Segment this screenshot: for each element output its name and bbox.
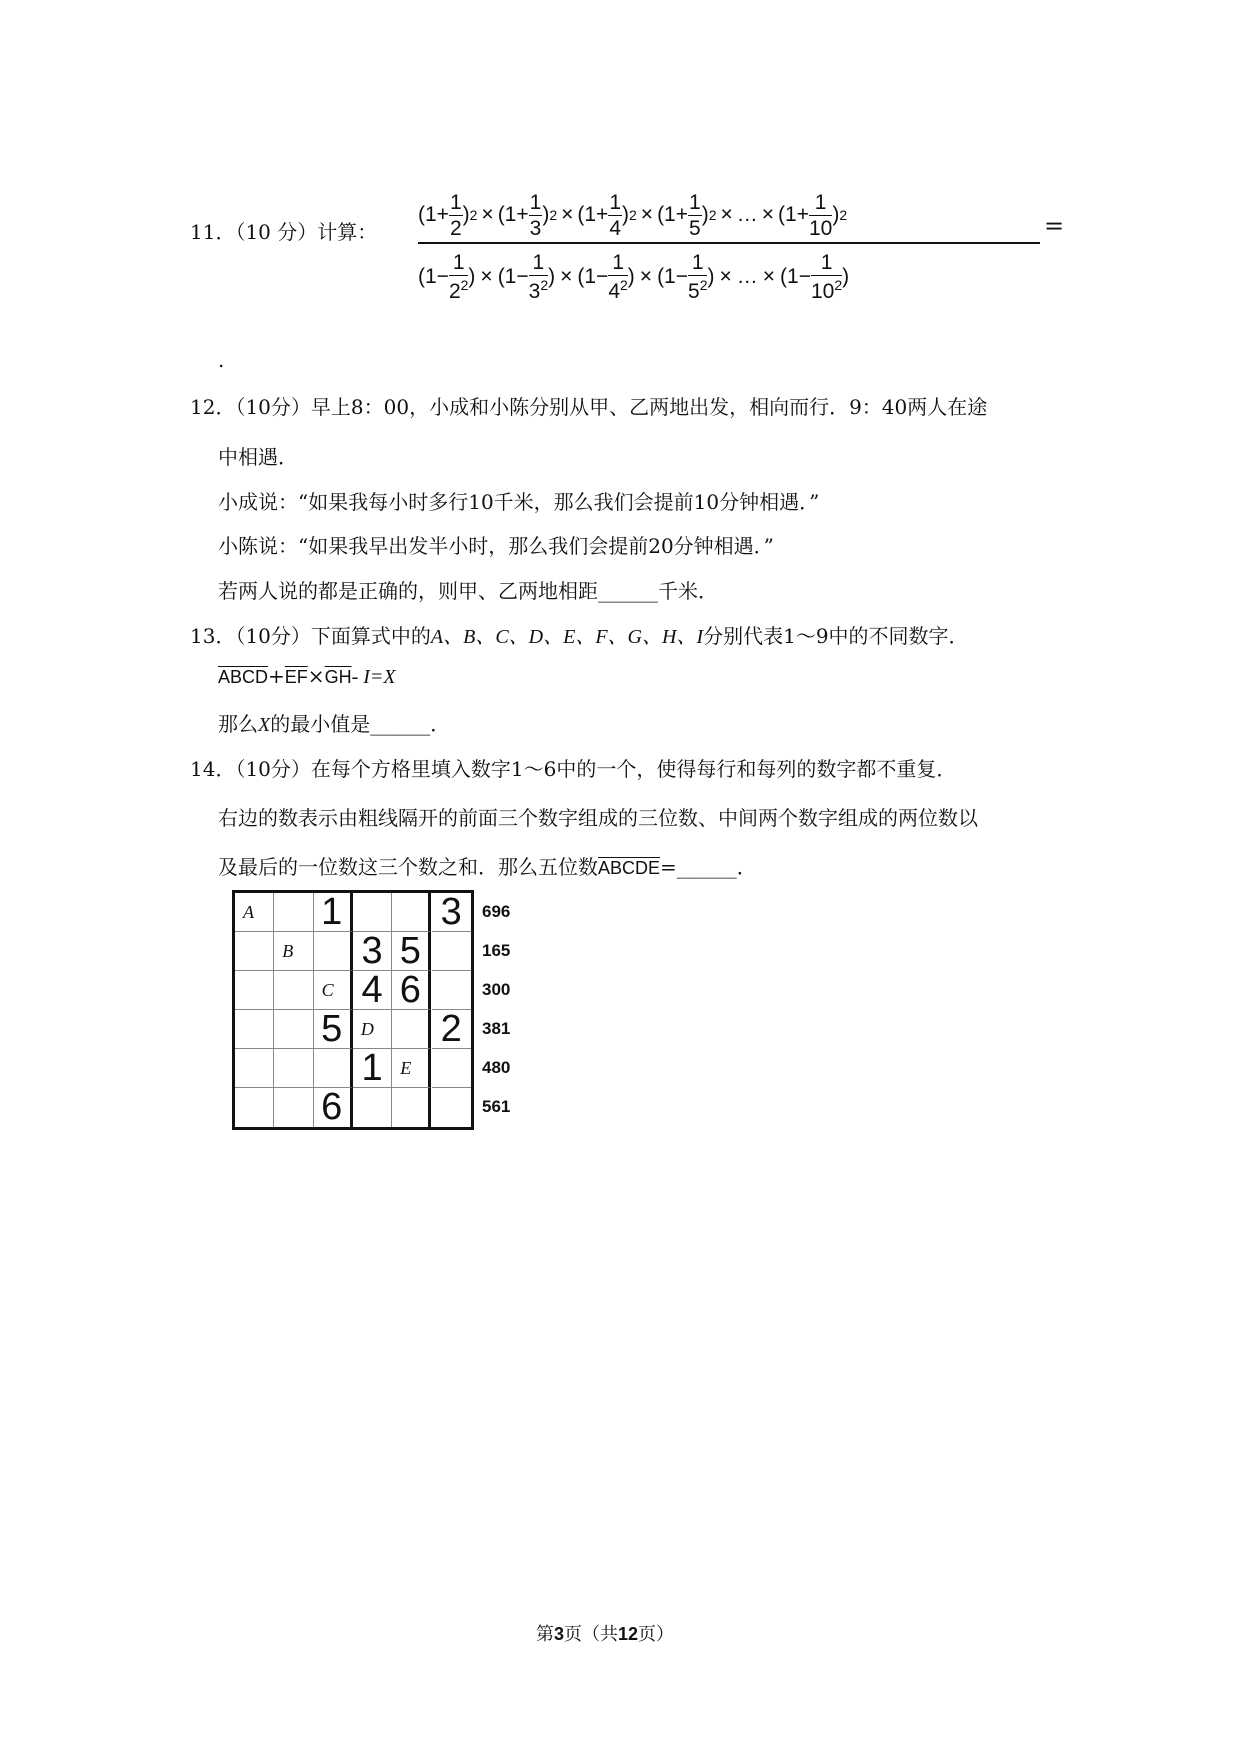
- grid-cell: [235, 932, 274, 971]
- page-footer: 第3页（共12页）: [536, 1624, 675, 1645]
- row-sum: 696: [482, 902, 511, 921]
- q11-label: 11．（10 分）计算：: [190, 220, 378, 244]
- q12-line5: 若两人说的都是正确的，则甲、乙两地相距______千米．: [218, 579, 718, 603]
- q11-period: .: [218, 348, 225, 372]
- grid-cell: [235, 1010, 274, 1049]
- num-term-4: (1+ $\frac{1}{5}$ ) 2: [657, 190, 717, 240]
- formula-denominator: (1− $\frac{1}{2^2}$ ) × (1− $\frac{1}{3^2}$ ) × (1− $\frac{1}{4^2}$ ) × (1− $\frac{1}{5^2}$ ) × … × (1− $\frac{1}{10^2}$ ): [418, 251, 850, 303]
- num-term-1: (1+ $\frac{1}{2}$ ) 2: [418, 190, 478, 240]
- q12-line1: 12．（10分）早上8：00，小成和小陈分别从甲、乙两地出发，相向而行．9：40两人在途: [190, 395, 988, 419]
- q12-line3: 小成说：“如果我每小时多行10千米，那么我们会提前10分钟相遇．”: [218, 490, 820, 514]
- q13-expression: $ABCD+\overline{EF}\times\overline{GH}-$ I=X: [218, 664, 396, 688]
- grid-cell: 6: [314, 1088, 353, 1127]
- grid-cell: E: [392, 1049, 431, 1088]
- q14-line1: 14．（10分）在每个方格里填入数字1～6中的一个，使得每行和每列的数字都不重复．: [190, 757, 957, 781]
- grid-cell: B: [274, 932, 313, 971]
- grid-cell: 5: [314, 1010, 353, 1049]
- row-sum: 381: [482, 1019, 511, 1038]
- grid-cell: [432, 1049, 471, 1088]
- grid-cell: [392, 1010, 431, 1049]
- num-term-2: (1+ $\frac{1}{3}$ ) 2: [497, 190, 558, 240]
- row-sum: 165: [482, 941, 511, 960]
- formula-numerator: (1+ $\frac{1}{2}$ ) 2 × (1+ $\frac{1}{3}$ ) 2 × (1+ $\frac{1}{4}$ ) 2 × (1+ $\frac{1}{5}$ ) 2 × … × (1+ $\frac{1}{10}$ ) 2: [418, 190, 848, 240]
- den-term-5: (1− $\frac{1}{10^2}$ ): [780, 251, 850, 303]
- grid-cell: [274, 1088, 313, 1127]
- den-term-1: (1− $\frac{1}{2^2}$ ): [418, 251, 476, 303]
- grid-cell: [314, 932, 353, 971]
- equals-sign: =: [1044, 212, 1065, 240]
- grid-cell: [432, 932, 471, 971]
- grid-cell: [235, 1088, 274, 1127]
- num-term-5: (1+ $\frac{1}{10}$ ) 2: [778, 190, 848, 240]
- grid-cell: 6: [392, 971, 431, 1010]
- grid-cell: 1: [314, 893, 353, 932]
- grid-cell: [432, 971, 471, 1010]
- grid-cell: [274, 893, 313, 932]
- grid-cell: D: [353, 1010, 392, 1049]
- grid-cell: 3: [353, 932, 392, 971]
- grid-cell: [392, 893, 431, 932]
- q13-line1: 13．（10分）下面算式中的A、B、C、D、E、F、G、H、I分别代表1～9中的不同数字．: [190, 624, 969, 648]
- number-grid: [232, 890, 474, 1130]
- q13-line3: 那么X的最小值是______．: [218, 712, 451, 736]
- grid-cell: [235, 1049, 274, 1088]
- row-sum: 480: [482, 1058, 511, 1077]
- q12-line4: 小陈说：“如果我早出发半小时，那么我们会提前20分钟相遇．”: [218, 534, 774, 558]
- grid-cell: [274, 1010, 313, 1049]
- den-term-4: (1− $\frac{1}{5^2}$ ): [657, 251, 715, 303]
- grid-cell: 5: [392, 932, 431, 971]
- grid-cell: [235, 971, 274, 1010]
- grid-cell: 3: [432, 893, 471, 932]
- row-sum: 561: [482, 1097, 511, 1116]
- grid-cell: 1: [353, 1049, 392, 1088]
- q12-line2: 中相遇．: [218, 445, 298, 469]
- grid-cell: [432, 1088, 471, 1127]
- grid-cell: [392, 1088, 431, 1127]
- q11-formula: [418, 186, 1040, 304]
- num-term-3: (1+ $\frac{1}{4}$ ) 2: [577, 190, 637, 240]
- den-term-3: (1− $\frac{1}{4^2}$ ): [577, 251, 635, 303]
- grid-cell: C: [314, 971, 353, 1010]
- den-term-2: (1− $\frac{1}{3^2}$ ): [497, 251, 556, 303]
- row-sum: 300: [482, 980, 511, 999]
- grid-cell: [353, 1088, 392, 1127]
- grid-cell: [274, 971, 313, 1010]
- grid-cell: [314, 1049, 353, 1088]
- q14-line2: 右边的数表示由粗线隔开的前面三个数字组成的三位数、中间两个数字组成的两位数以: [218, 806, 978, 830]
- fraction-bar: [418, 242, 1040, 244]
- times-sign: ×: [481, 203, 494, 226]
- grid-cell: [353, 893, 392, 932]
- q14-line3: 及最后的一位数这三个数之和．那么五位数ABCDE=______．: [218, 855, 757, 879]
- grid-cell: 4: [353, 971, 392, 1010]
- grid-cell: [274, 1049, 313, 1088]
- ellipsis: …: [736, 203, 758, 226]
- q13-letters: A、B、C、D、E、F、G、H、I: [430, 626, 704, 648]
- grid-cell: A: [235, 893, 274, 932]
- grid-cell: 2: [432, 1010, 471, 1049]
